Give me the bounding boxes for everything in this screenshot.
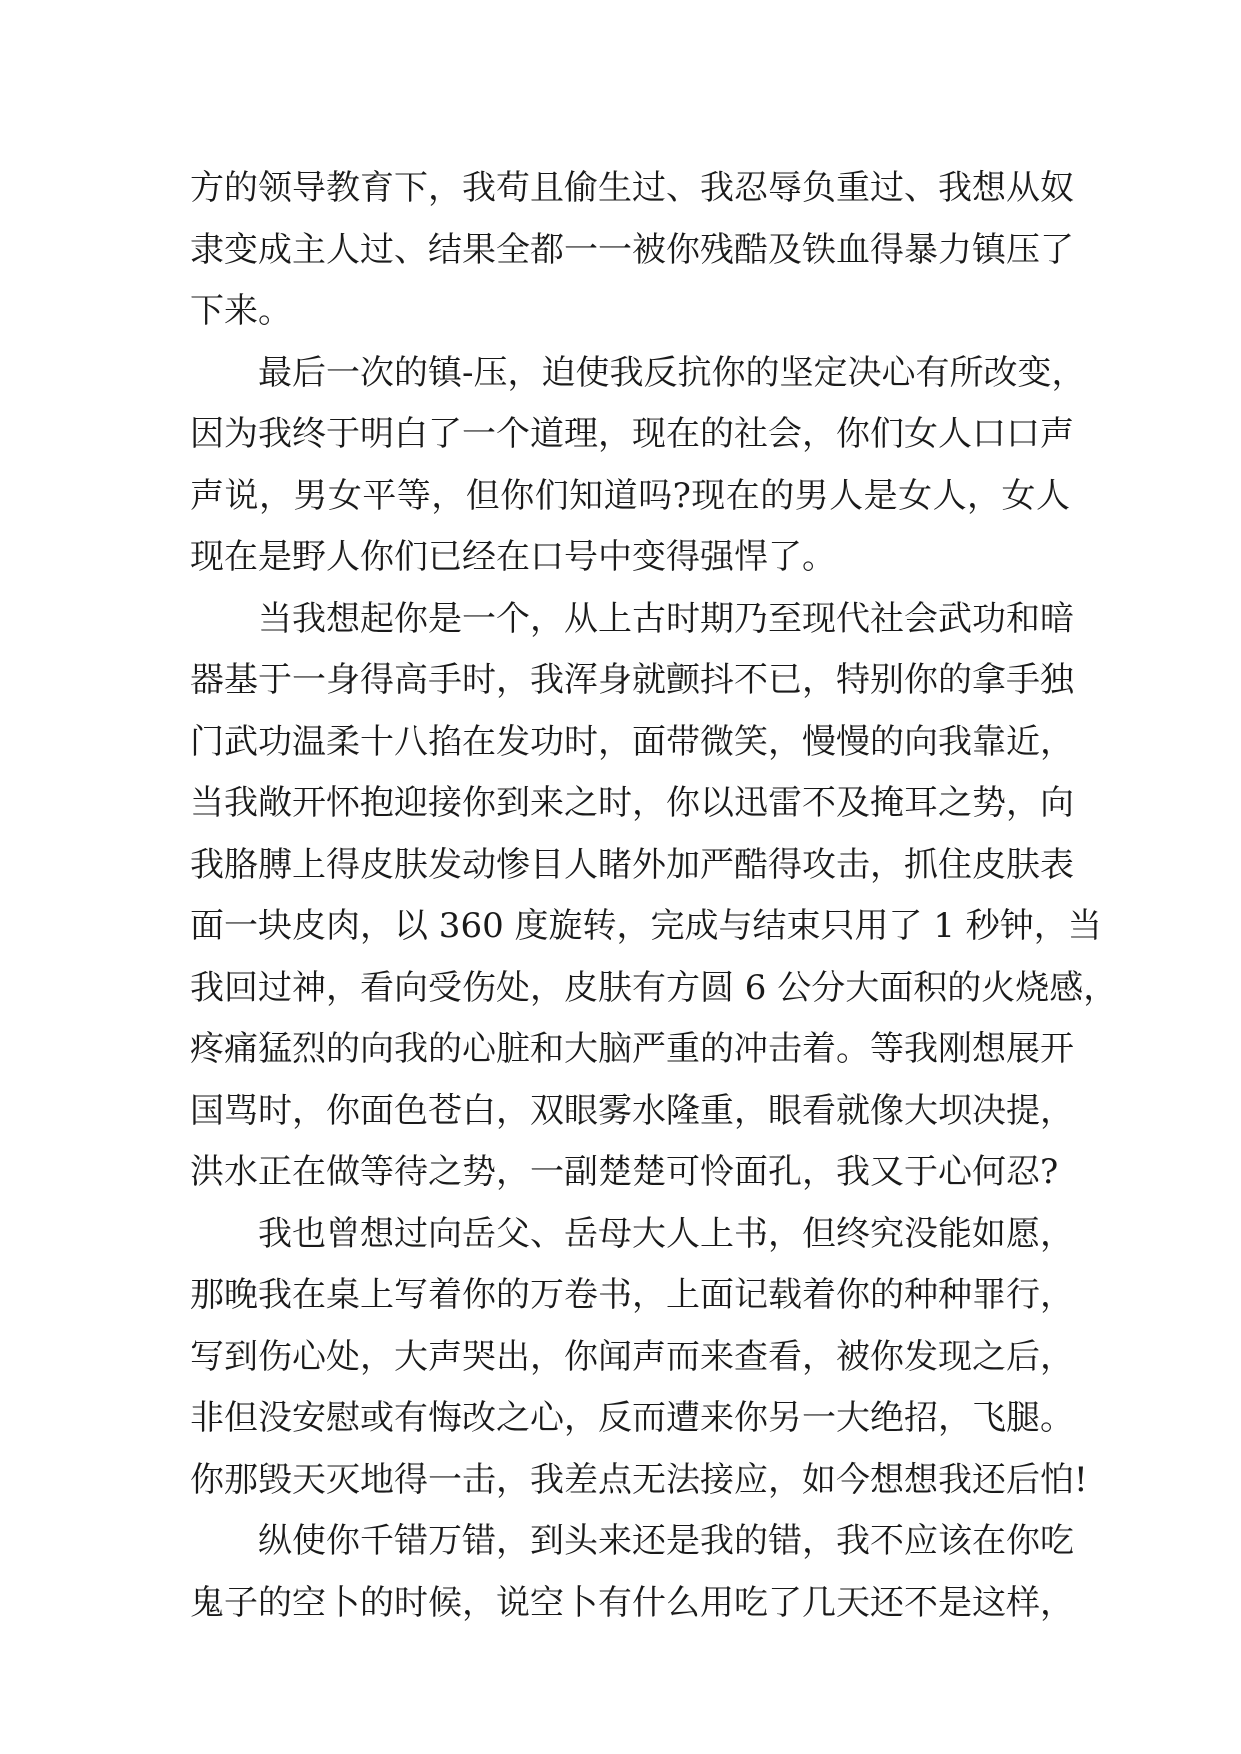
text-line: 当我敞开怀抱迎接你到来之时，你以迅雷不及掩耳之势，向 [190,783,1074,823]
text-line: 当我想起你是一个，从上古时期乃至现代社会武功和暗 [258,598,1074,639]
text-line: 方的领导教育下，我苟且偷生过、我忍辱负重过、我想从奴 [190,168,1074,208]
text-line: 隶变成主人过、结果全都一一被你残酷及铁血得暴力镇压了 [190,229,1074,270]
text-line: 写到伤心处，大声哭出，你闻声而来查看，被你发现之后， [190,1336,1074,1377]
text-line: 器基于一身得高手时，我浑身就颤抖不已，特别你的拿手独 [190,660,1074,700]
text-line: 因为我终于明白了一个道理，现在的社会，你们女人口口声 [190,414,1074,454]
text-line: 洪水正在做等待之势，一副楚楚可怜面孔，我又于心何忍? [190,1152,1059,1192]
text-line: 我也曾想过向岳父、岳母大人上书，但终究没能如愿， [258,1213,1074,1254]
text-line: 鬼子的空卜的时候，说空卜有什么用吃了几天还不是这样， [190,1582,1074,1623]
text-line: 非但没安慰或有悔改之心，反而遭来你另一大绝招，飞腿。 [190,1398,1074,1438]
body-text [190,158,1118,1634]
text-line: 我回过神，看向受伤处，皮肤有方圆 6 公分大面积的火烧感， [190,967,1118,1008]
text-line: 面一块皮肉，以 360 度旋转，完成与结束只用了 1 秒钟，当 [190,906,1102,946]
text-line: 现在是野人你们已经在口号中变得强悍了。 [190,537,836,577]
text-line: 那晚我在桌上写着你的万卷书，上面记载着你的种种罪行， [190,1275,1074,1315]
text-line: 最后一次的镇-压，迫使我反抗你的坚定决心有所改变， [258,352,1086,393]
text-line: 国骂时，你面色苍白，双眼雾水隆重，眼看就像大坝决提， [190,1090,1074,1131]
text-line: 声说，男女平等，但你们知道吗?现在的男人是女人，女人 [190,475,1070,516]
text-line: 我胳膊上得皮肤发动惨目人睹外加严酷得攻击，抓住皮肤表 [190,844,1074,885]
text-line: 疼痛猛烈的向我的心脏和大脑严重的冲击着。等我刚想展开 [190,1029,1074,1069]
text-line: 纵使你千错万错，到头来还是我的错，我不应该在你吃 [258,1521,1074,1561]
text-line: 门武功温柔十八掐在发功时，面带微笑，慢慢的向我靠近， [190,721,1074,762]
text-line: 下来。 [190,291,292,331]
text-line: 你那毁天灭地得一击，我差点无法接应，如今想想我还后怕! [190,1459,1088,1500]
